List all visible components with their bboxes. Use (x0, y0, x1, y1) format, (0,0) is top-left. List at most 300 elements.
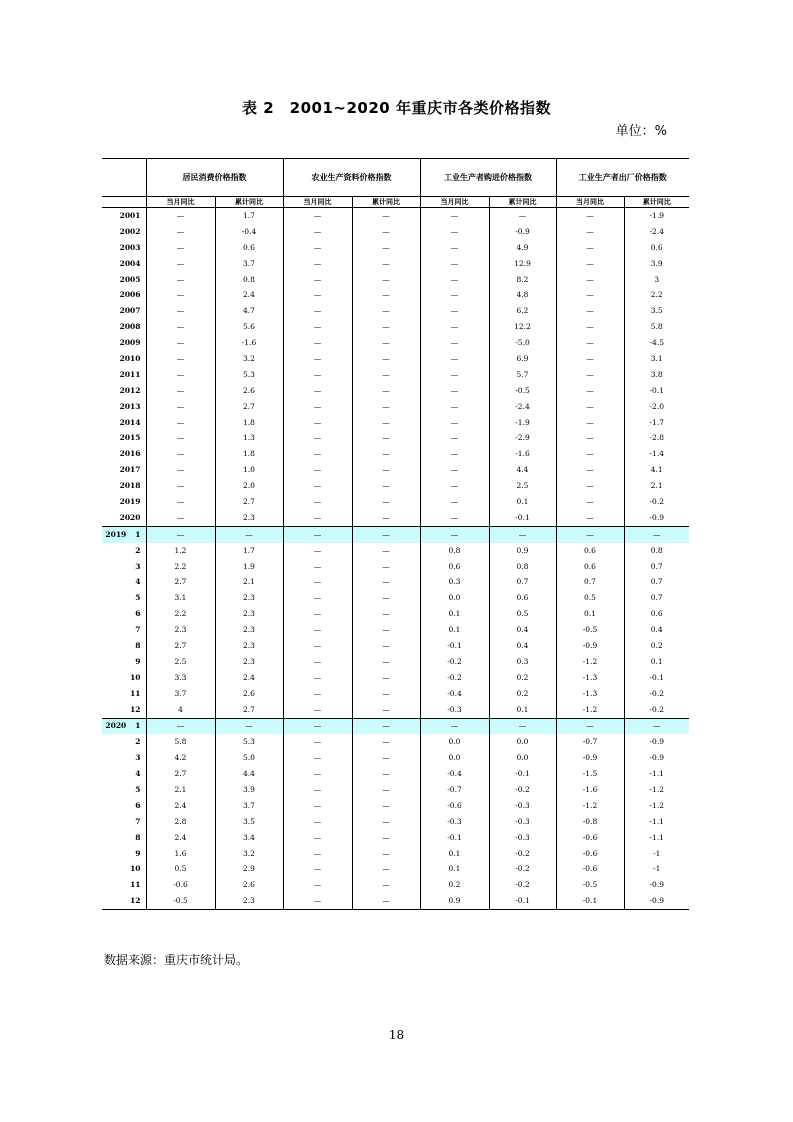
table-cell: 2.3 (215, 606, 283, 622)
table-cell: — (556, 399, 624, 415)
table-cell: — (352, 830, 420, 846)
table-cell: 0.4 (624, 622, 689, 638)
table-cell: — (283, 399, 352, 415)
row-period: 6 (135, 609, 141, 619)
table-cell: 0.8 (215, 272, 283, 288)
table-cell: -0.2 (420, 654, 489, 670)
row-label (102, 638, 146, 654)
subheader: 累计同比 (352, 197, 420, 208)
table-cell: -0.6 (556, 830, 624, 846)
unit-label: 单位：% (615, 124, 667, 139)
table-cell: 2.9 (215, 862, 283, 878)
table-cell: — (352, 208, 420, 224)
row-label (102, 240, 146, 256)
table-cell: 0.3 (420, 574, 489, 590)
table-cell: — (146, 415, 215, 431)
table-cell: 2.5 (489, 478, 556, 494)
table-cell: 2.3 (146, 622, 215, 638)
table-cell: — (283, 622, 352, 638)
table-cell: — (420, 272, 489, 288)
table-cell: 2.1 (624, 478, 689, 494)
table-cell: 4.7 (215, 303, 283, 319)
table-cell: — (352, 335, 420, 351)
row-period: 8 (135, 640, 141, 650)
table-cell: -0.3 (420, 702, 489, 718)
table-cell: — (352, 798, 420, 814)
table-cell: — (146, 272, 215, 288)
row-period: 2 (135, 545, 141, 555)
table-cell: — (352, 590, 420, 606)
table-cell: 1.0 (215, 462, 283, 478)
row-label (102, 224, 146, 240)
table-cell: 0.6 (556, 559, 624, 575)
table-cell: 3.7 (215, 256, 283, 272)
row-period: 2003 (119, 242, 141, 252)
table-cell: — (352, 877, 420, 893)
table-cell: — (283, 383, 352, 399)
row-period: 2011 (119, 369, 141, 379)
table-cell: — (283, 846, 352, 862)
table-row (102, 654, 689, 670)
row-period: 2020 (119, 512, 141, 522)
table-row (102, 256, 689, 272)
table-cell: -1.4 (624, 446, 689, 462)
price-index-table (102, 158, 689, 910)
row-label (102, 830, 146, 846)
table-row (102, 208, 689, 224)
page-number: 18 (388, 1028, 405, 1042)
table-cell: — (352, 782, 420, 798)
row-period: 2008 (119, 322, 141, 332)
table-cell: — (146, 351, 215, 367)
subheader: 当月同比 (420, 197, 489, 208)
row-label (102, 430, 146, 446)
table-row (102, 814, 689, 830)
row-label (102, 383, 146, 399)
table-cell: — (146, 494, 215, 510)
table-cell: 0.0 (489, 750, 556, 766)
row-label (102, 590, 146, 606)
table-cell: -1.6 (215, 335, 283, 351)
table-cell: — (420, 351, 489, 367)
table-cell: 4.1 (624, 462, 689, 478)
row-label (102, 415, 146, 431)
table-cell: 0.0 (420, 750, 489, 766)
table-cell: -1.2 (556, 798, 624, 814)
table-cell: — (352, 638, 420, 654)
table-cell: 0.6 (420, 559, 489, 575)
table-cell: — (283, 782, 352, 798)
row-period: 5 (135, 593, 141, 603)
table-cell: 4.4 (215, 766, 283, 782)
table-cell: — (420, 383, 489, 399)
table-cell: 3.1 (624, 351, 689, 367)
table-cell: — (556, 430, 624, 446)
row-period: 2015 (119, 433, 141, 443)
table-cell: — (283, 638, 352, 654)
table-row (102, 846, 689, 862)
table-cell: 3.8 (624, 367, 689, 383)
table-cell: — (556, 319, 624, 335)
table-cell: — (352, 399, 420, 415)
table-cell: — (352, 750, 420, 766)
table-cell: — (146, 526, 215, 542)
row-period: 10 (130, 864, 141, 874)
table-cell: -0.3 (489, 830, 556, 846)
table-cell: 0.1 (420, 622, 489, 638)
table-cell: 3.5 (215, 814, 283, 830)
table-cell: — (146, 240, 215, 256)
table-cell: 2.2 (146, 606, 215, 622)
table-cell: — (283, 351, 352, 367)
table-row (102, 351, 689, 367)
table-row (102, 510, 689, 526)
row-label (102, 686, 146, 702)
table-cell: 2.4 (146, 830, 215, 846)
row-label (102, 319, 146, 335)
table-cell: -1 (624, 846, 689, 862)
table-cell: — (352, 543, 420, 559)
table-cell: — (420, 718, 489, 734)
table-cell: 3.9 (215, 782, 283, 798)
row-label (102, 574, 146, 590)
table-cell: — (283, 240, 352, 256)
table-cell: -1.9 (624, 208, 689, 224)
table-cell: 3.7 (146, 686, 215, 702)
row-period: 7 (135, 816, 141, 826)
row-period: 10 (130, 672, 141, 682)
row-period: 8 (135, 832, 141, 842)
subheader: 当月同比 (146, 197, 215, 208)
table-row (102, 367, 689, 383)
table-title: 表 2 2001~2020 年重庆市各类价格指数 (242, 99, 551, 117)
table-cell: 3.5 (624, 303, 689, 319)
table-cell: — (283, 303, 352, 319)
table-cell: 1.7 (215, 208, 283, 224)
table-cell: 0.2 (624, 638, 689, 654)
table-cell: — (352, 287, 420, 303)
table-cell: — (215, 718, 283, 734)
table-cell: — (352, 430, 420, 446)
row-period: 2009 (119, 338, 141, 348)
table-cell: -1.3 (556, 686, 624, 702)
table-cell: 3.3 (146, 670, 215, 686)
table-cell: -0.2 (624, 686, 689, 702)
table-cell: — (283, 590, 352, 606)
table-cell: — (556, 303, 624, 319)
table-cell: — (556, 272, 624, 288)
table-cell: -2.4 (489, 399, 556, 415)
row-period: 1 (135, 529, 141, 539)
table-cell: -0.9 (624, 750, 689, 766)
table-cell: — (146, 303, 215, 319)
table-cell: — (420, 335, 489, 351)
table-cell: — (283, 256, 352, 272)
table-row (102, 734, 689, 750)
table-cell: -1.9 (489, 415, 556, 431)
table-row (102, 718, 689, 734)
table-cell: 0.4 (489, 638, 556, 654)
table-cell: 2.7 (215, 399, 283, 415)
table-cell: 2.6 (215, 877, 283, 893)
table-cell: — (352, 766, 420, 782)
row-period: 4 (135, 577, 141, 587)
table-cell: — (420, 303, 489, 319)
table-cell: — (283, 686, 352, 702)
table-cell: — (352, 846, 420, 862)
corner-cell (102, 197, 146, 208)
table-cell: — (283, 606, 352, 622)
table-cell: 2.8 (146, 814, 215, 830)
table-row (102, 494, 689, 510)
table-cell: — (283, 319, 352, 335)
table-cell: — (556, 240, 624, 256)
table-cell: — (352, 478, 420, 494)
table-cell: — (352, 702, 420, 718)
table-row (102, 526, 689, 542)
table-cell: — (283, 559, 352, 575)
data-source-note: 数据来源：重庆市统计局。 (104, 953, 249, 967)
table-cell: -1.3 (556, 670, 624, 686)
table-cell: 12.9 (489, 256, 556, 272)
table-cell: — (556, 335, 624, 351)
table-cell: 0.8 (489, 559, 556, 575)
table-cell: 2.7 (146, 638, 215, 654)
table-row (102, 446, 689, 462)
table-cell: 2.1 (146, 782, 215, 798)
table-cell: 2.6 (215, 686, 283, 702)
table-cell: — (624, 718, 689, 734)
row-label (102, 559, 146, 575)
table-cell: — (420, 415, 489, 431)
row-label (102, 367, 146, 383)
group-header: 居民消费价格指数 (146, 159, 283, 197)
subheader-row (102, 197, 689, 208)
table-cell: — (352, 670, 420, 686)
table-cell: -0.5 (489, 383, 556, 399)
table-cell: 5.7 (489, 367, 556, 383)
table-row (102, 798, 689, 814)
row-period: 11 (130, 880, 141, 890)
table-cell: — (556, 478, 624, 494)
table-cell: — (146, 287, 215, 303)
row-label (102, 510, 146, 526)
row-label (102, 654, 146, 670)
row-label (102, 862, 146, 878)
row-period: 3 (135, 753, 141, 763)
row-period: 2018 (119, 481, 141, 491)
table-cell: 0.1 (489, 494, 556, 510)
table-cell: — (352, 734, 420, 750)
table-cell: -0.1 (420, 638, 489, 654)
row-label (102, 750, 146, 766)
table-cell: -0.1 (420, 830, 489, 846)
table-row (102, 574, 689, 590)
table-cell: — (556, 494, 624, 510)
table-row (102, 543, 689, 559)
table-cell: — (283, 654, 352, 670)
table-cell: 0.8 (624, 543, 689, 559)
table-cell: 3.2 (215, 351, 283, 367)
table-cell: 6.2 (489, 303, 556, 319)
row-period: 6 (135, 800, 141, 810)
table-cell: 0.5 (556, 590, 624, 606)
table-cell: — (283, 335, 352, 351)
table-cell: — (352, 814, 420, 830)
table-cell: -1.1 (624, 830, 689, 846)
table-row (102, 240, 689, 256)
table-cell: 2.1 (215, 574, 283, 590)
table-cell: — (420, 446, 489, 462)
table-cell: — (556, 351, 624, 367)
table-cell: -2.4 (624, 224, 689, 240)
table-cell: -0.1 (624, 670, 689, 686)
row-label (102, 846, 146, 862)
table-cell: — (352, 862, 420, 878)
table-cell: 2.7 (215, 494, 283, 510)
row-label (102, 399, 146, 415)
table-cell: — (352, 510, 420, 526)
table-cell: — (352, 446, 420, 462)
table-cell: 2.4 (215, 670, 283, 686)
table-cell: — (352, 654, 420, 670)
table-cell: 3.7 (215, 798, 283, 814)
table-cell: -0.1 (624, 383, 689, 399)
table-cell: 1.8 (215, 446, 283, 462)
row-period: 2010 (119, 353, 141, 363)
table-cell: -0.6 (146, 877, 215, 893)
table-cell: — (489, 718, 556, 734)
table-cell: — (352, 494, 420, 510)
row-period: 2002 (119, 226, 141, 236)
table-cell: 2.4 (146, 798, 215, 814)
table-row (102, 893, 689, 909)
table-cell: -0.3 (489, 814, 556, 830)
row-label (102, 351, 146, 367)
row-label (102, 766, 146, 782)
table-row (102, 462, 689, 478)
table-cell: -0.5 (146, 893, 215, 909)
table-cell: — (283, 766, 352, 782)
table-cell: 0.2 (489, 686, 556, 702)
table-cell: — (352, 224, 420, 240)
group-header-row (102, 159, 689, 197)
table-cell: — (146, 430, 215, 446)
row-label (102, 272, 146, 288)
row-label (102, 606, 146, 622)
table-cell: — (352, 351, 420, 367)
table-cell: 1.8 (215, 415, 283, 431)
table-cell: -0.8 (556, 814, 624, 830)
row-label (102, 798, 146, 814)
group-header: 工业生产者购进价格指数 (420, 159, 556, 197)
table-row (102, 606, 689, 622)
table-cell: — (146, 446, 215, 462)
row-label (102, 543, 146, 559)
table-cell: — (420, 462, 489, 478)
table-cell: — (352, 462, 420, 478)
table-cell: — (146, 224, 215, 240)
table-cell: -0.9 (624, 893, 689, 909)
table-row (102, 224, 689, 240)
subheader: 累计同比 (215, 197, 283, 208)
table-cell: — (146, 367, 215, 383)
table-cell: -0.9 (556, 638, 624, 654)
table-cell: — (283, 510, 352, 526)
table-cell: — (352, 256, 420, 272)
table-cell: -0.1 (556, 893, 624, 909)
table-cell: — (556, 367, 624, 383)
table-cell: -0.6 (556, 846, 624, 862)
table-cell: — (283, 208, 352, 224)
row-period: 12 (130, 704, 141, 714)
table-row (102, 430, 689, 446)
table-row (102, 559, 689, 575)
table-cell: — (420, 256, 489, 272)
table-cell: — (283, 367, 352, 383)
table-cell: — (352, 240, 420, 256)
table-row (102, 303, 689, 319)
table-cell: 5.0 (215, 750, 283, 766)
table-cell: — (283, 830, 352, 846)
table-cell: 2.3 (215, 654, 283, 670)
table-cell: -1.2 (556, 654, 624, 670)
subheader: 累计同比 (624, 197, 689, 208)
table-cell: — (489, 526, 556, 542)
row-label (102, 526, 146, 542)
row-period: 2004 (119, 258, 141, 268)
table-cell: 1.9 (215, 559, 283, 575)
table-cell: 2.2 (624, 287, 689, 303)
row-year: 2020 (105, 721, 127, 731)
table-cell: — (352, 319, 420, 335)
table-cell: — (352, 622, 420, 638)
table-cell: 0.1 (556, 606, 624, 622)
table-cell: — (283, 718, 352, 734)
table-cell: 2.7 (146, 766, 215, 782)
table-cell: 0.7 (624, 590, 689, 606)
table-cell: — (283, 526, 352, 542)
table-row (102, 622, 689, 638)
table-cell: -0.2 (624, 494, 689, 510)
table-row (102, 702, 689, 718)
row-period: 2013 (119, 401, 141, 411)
table-cell: — (146, 319, 215, 335)
table-cell: -1.1 (624, 814, 689, 830)
table-cell: -0.3 (489, 798, 556, 814)
table-cell: -0.7 (420, 782, 489, 798)
table-cell: — (352, 367, 420, 383)
table-cell: 2.4 (215, 287, 283, 303)
table-cell: — (556, 287, 624, 303)
table-cell: — (352, 383, 420, 399)
table-cell: 4 (146, 702, 215, 718)
table-cell: — (283, 494, 352, 510)
table-cell: 3.9 (624, 256, 689, 272)
table-cell: — (352, 686, 420, 702)
table-cell: 1.3 (215, 430, 283, 446)
table-cell: 2.3 (215, 510, 283, 526)
table-cell: — (352, 272, 420, 288)
table-cell: — (420, 494, 489, 510)
row-label (102, 446, 146, 462)
table-cell: 0.1 (420, 606, 489, 622)
table-cell: — (283, 224, 352, 240)
table-cell: -0.3 (420, 814, 489, 830)
table-cell: — (283, 446, 352, 462)
table-cell: — (420, 526, 489, 542)
row-period: 12 (130, 896, 141, 906)
